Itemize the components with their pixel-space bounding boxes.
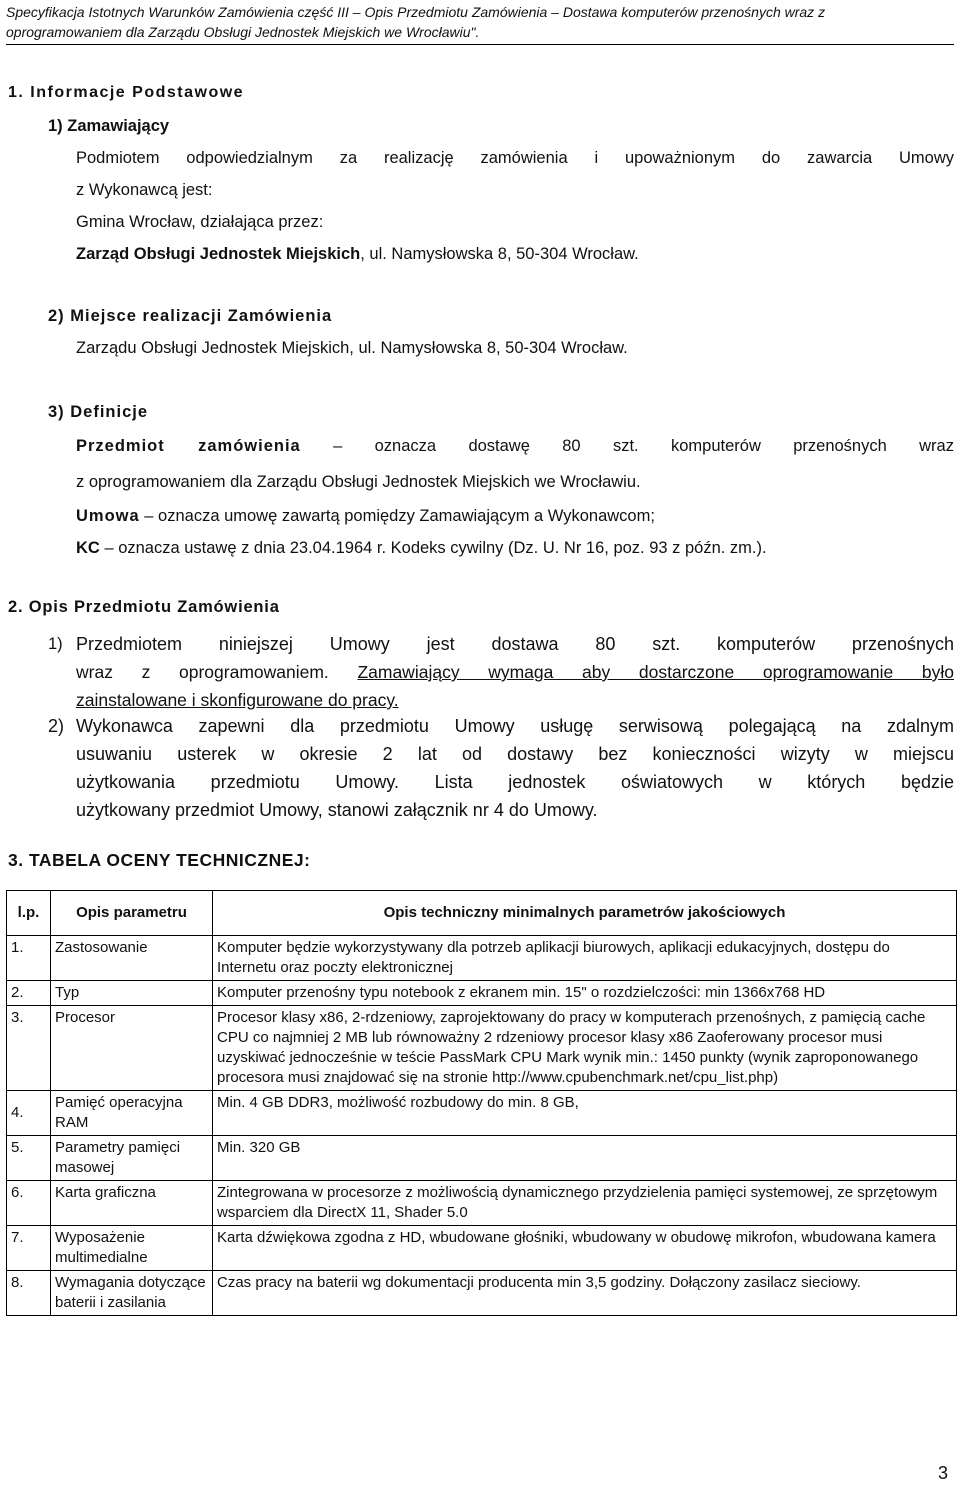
- table-row: [7, 1091, 957, 1136]
- definition-umowa-term: Umowa: [76, 507, 140, 525]
- subsection-miejsce-title: [48, 302, 332, 330]
- section-3-title: 3. TABELA OCENY TECHNICZNEJ:: [8, 850, 311, 870]
- table-row: [7, 1136, 957, 1181]
- miejsce-paragraph: Zarządu Obsługi Jednostek Miejskich, ul. Namysłowska 8, 50-304 Wrocław.: [76, 339, 628, 357]
- row-lp: 5.: [7, 1136, 51, 1181]
- definition-kc-term: KC: [76, 539, 100, 557]
- zamawiajacy-address: , ul. Namysłowska 8, 50-304 Wrocław.: [360, 245, 639, 263]
- opis-item-2-number: 2): [48, 716, 65, 736]
- opis-item-2-line-1: Wykonawca zapewni dla przedmiotu Umowy usługę serwisową polegającą na zdalnym: [76, 716, 954, 736]
- definition-przedmiot-line-1: [76, 432, 954, 460]
- definition-umowa: [76, 502, 655, 530]
- section-2-title: 2. Opis Przedmiotu Zamówienia: [8, 598, 280, 616]
- row-lp: 4.: [7, 1091, 51, 1136]
- row-desc: Zintegrowana w procesorze z możliwością dynamicznego przydzielenia pamięci systemowej, ze sprzętowym wsparciem dla DirectX 11, Shader 5.0: [213, 1181, 957, 1226]
- subsection-definicje-label: 3) Definicje: [48, 403, 149, 421]
- header-desc: Opis techniczny minimalnych parametrów jakościowych: [213, 891, 957, 936]
- zamawiajacy-paragraph-1a: Podmiotem odpowiedzialnym za realizację zamówienia i upoważnionym do zawarcia Umowy: [76, 149, 954, 167]
- row-param: Pamięć operacyjna RAM: [51, 1091, 213, 1136]
- subsection-definicje-title: [48, 398, 148, 426]
- header-line-1: Specyfikacja Istotnych Warunków Zamówienia część III – Opis Przedmiotu Zamówienia – Dostawa komputerów przenośnych wraz z: [6, 4, 826, 20]
- page-number: 3: [937, 1463, 948, 1483]
- opis-item-1-line-1: Przedmiotem niniejszej Umowy jest dostawa 80 szt. komputerów przenośnych: [76, 634, 954, 654]
- subsection-miejsce-label: 2) Miejsce realizacji Zamówienia: [48, 307, 333, 325]
- table-row: [7, 1226, 957, 1271]
- technical-evaluation-table: [6, 890, 957, 1316]
- opis-item-1-line-2-text: wraz z oprogramowaniem.: [76, 662, 329, 682]
- definition-umowa-text: – oznacza umowę zawartą pomiędzy Zamawiającym a Wykonawcom;: [144, 507, 655, 525]
- opis-item-2-line-3: użytkowania przedmiotu Umowy. Lista jednostek oświatowych w których będzie: [76, 772, 954, 792]
- row-desc: Czas pracy na baterii wg dokumentacji producenta min 3,5 godziny. Dołączony zasilacz sieciowy.: [213, 1271, 957, 1316]
- table-header-row: [7, 891, 957, 936]
- table-row: [7, 981, 957, 1006]
- opis-item-1-line-3: zainstalowane i skonfigurowane do pracy.: [76, 690, 399, 710]
- opis-item-1-line-2: [76, 658, 954, 686]
- row-lp: 7.: [7, 1226, 51, 1271]
- row-desc: Procesor klasy x86, 2-rdzeniowy, zaprojektowany do pracy w komputerach przenośnych, z pamięcią cache CPU co najmniej 2 MB lub równoważny 2 rdzeniowy procesor klasy x86 Zaoferowany procesor musi uzyskiwać jednocześnie w teście PassMark CPU Mark wynik min.: 1450 punkty (wynik zaproponowanego procesora musi znajdować się na stronie http://www.cpubenchmark.net/cpu_list.php): [213, 1006, 957, 1091]
- table-row: [7, 1181, 957, 1226]
- table-row: [7, 1271, 957, 1316]
- table-row: [7, 936, 957, 981]
- row-param: Parametry pamięci masowej: [51, 1136, 213, 1181]
- definition-przedmiot-text: – oznacza dostawę 80 szt. komputerów przenośnych wraz: [333, 437, 954, 455]
- section-1-title: 1. Informacje Podstawowe: [8, 84, 245, 101]
- row-param: Procesor: [51, 1006, 213, 1091]
- opis-item-1-number: 1): [48, 635, 63, 653]
- row-lp: 6.: [7, 1181, 51, 1226]
- subsection-zamawiajacy-label: 1) Zamawiający: [48, 117, 170, 135]
- row-desc: Komputer przenośny typu notebook z ekranem min. 15" o rozdzielczości: min 1366x768 HD: [213, 981, 957, 1006]
- row-param: Zastosowanie: [51, 936, 213, 981]
- table-row: [7, 1006, 957, 1091]
- subsection-zamawiajacy-title: [48, 112, 169, 140]
- row-lp: 1.: [7, 936, 51, 981]
- definition-kc: [76, 534, 767, 562]
- row-lp: 3.: [7, 1006, 51, 1091]
- page-header: [6, 2, 954, 45]
- definition-przedmiot-line-2: z oprogramowaniem dla Zarządu Obsługi Jednostek Miejskich we Wrocławiu.: [76, 473, 641, 491]
- opis-item-1-requirement: Zamawiający wymaga aby dostarczone oprogramowanie było: [357, 662, 954, 682]
- opis-item-2-line-2: usuwaniu usterek w okresie 2 lat od dostawy bez konieczności wizyty w miejscu: [76, 744, 954, 764]
- row-desc: Min. 4 GB DDR3, możliwość rozbudowy do min. 8 GB,: [213, 1091, 957, 1136]
- zamawiajacy-paragraph-2: Gmina Wrocław, działająca przez:: [76, 213, 324, 231]
- header-lp: l.p.: [7, 891, 51, 936]
- definition-przedmiot-term: Przedmiot zamówienia: [76, 437, 301, 455]
- opis-item-2-line-4: użytkowany przedmiot Umowy, stanowi załącznik nr 4 do Umowy.: [76, 800, 598, 820]
- row-lp: 8.: [7, 1271, 51, 1316]
- row-param: Karta graficzna: [51, 1181, 213, 1226]
- row-desc: Min. 320 GB: [213, 1136, 957, 1181]
- header-line-2: oprogramowaniem dla Zarządu Obsługi Jednostek Miejskich we Wrocławiu".: [6, 24, 480, 40]
- row-param: Wyposażenie multimedialne: [51, 1226, 213, 1271]
- zamawiajacy-paragraph-3: [76, 240, 639, 268]
- definition-kc-text: – oznacza ustawę z dnia 23.04.1964 r. Kodeks cywilny (Dz. U. Nr 16, poz. 93 z późn. zm.).: [104, 539, 767, 557]
- zamawiajacy-paragraph-1b: z Wykonawcą jest:: [76, 181, 213, 199]
- row-param: Typ: [51, 981, 213, 1006]
- row-desc: Komputer będzie wykorzystywany dla potrzeb aplikacji biurowych, aplikacji edukacyjnych, dostępu do Internetu oraz poczty elektronicznej: [213, 936, 957, 981]
- header-param: Opis parametru: [51, 891, 213, 936]
- row-lp: 2.: [7, 981, 51, 1006]
- row-desc: Karta dźwiękowa zgodna z HD, wbudowane głośniki, wbudowany w obudowę mikrofon, wbudowana kamera: [213, 1226, 957, 1271]
- row-param: Wymagania dotyczące baterii i zasilania: [51, 1271, 213, 1316]
- zamawiajacy-entity-name: Zarząd Obsługi Jednostek Miejskich: [76, 245, 361, 263]
